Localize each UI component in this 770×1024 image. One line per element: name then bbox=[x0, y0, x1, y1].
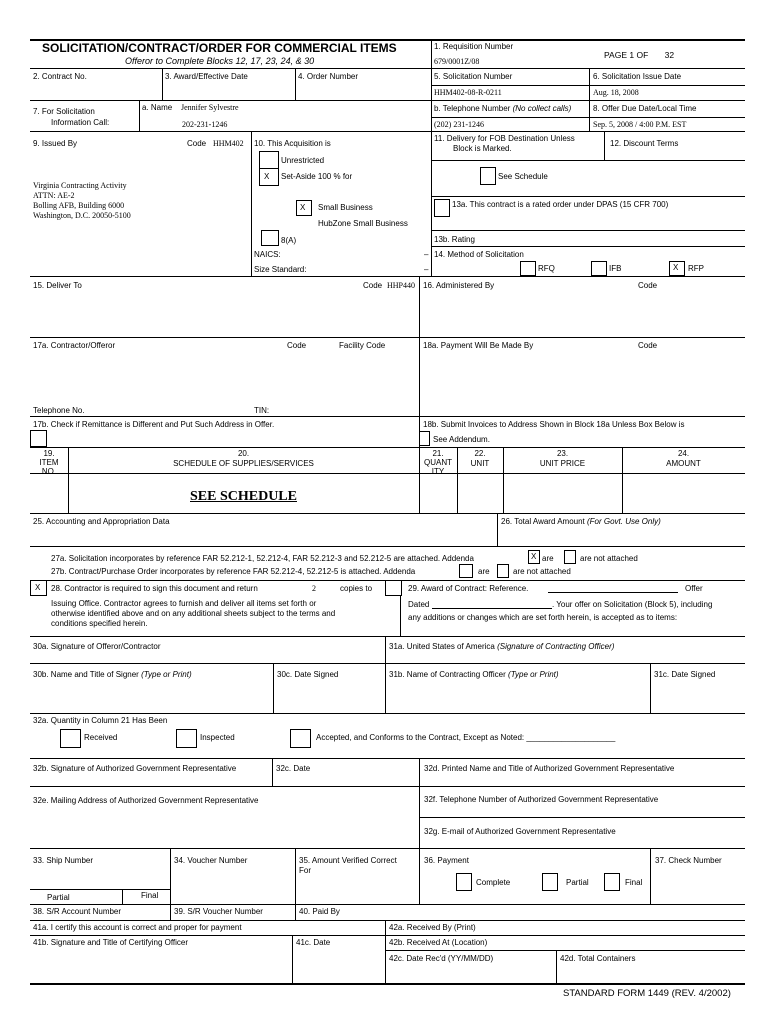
27a-text: 27a. Solicitation incorporates by reference FAR 52.212-1, 52.212-4, FAR 52.212-3 and 52.212-5 are attached. Addenda bbox=[51, 554, 474, 563]
ship-partial-label: Partial bbox=[47, 893, 70, 902]
27b-are-checkbox[interactable] bbox=[459, 564, 473, 578]
29-dated: Dated bbox=[408, 600, 430, 609]
32g-label: 32g. E-mail of Authorized Government Representative bbox=[424, 827, 616, 836]
sr-account-label: 38. S/R Account Number bbox=[33, 907, 122, 916]
solicitation-number: HHM402-08-R-0211 bbox=[434, 88, 502, 97]
divider bbox=[431, 39, 432, 276]
req-value: 679/0001Z/08 bbox=[434, 57, 480, 66]
rule bbox=[30, 100, 745, 101]
ship-number-label: 33. Ship Number bbox=[33, 856, 94, 865]
27b-text: 27b. Contract/Purchase Order incorporates by reference FAR 52.212-4, 52.212-5 is attached. Addenda bbox=[51, 567, 416, 576]
31c-label: 31c. Date Signed bbox=[654, 670, 716, 679]
divider bbox=[295, 848, 296, 920]
col-item-header: 19. ITEM NO. bbox=[39, 449, 59, 476]
32f-label: 32f. Telephone Number of Authorized Government Representative bbox=[424, 795, 659, 804]
divider bbox=[292, 935, 293, 983]
addendum-checkbox[interactable] bbox=[419, 431, 430, 446]
issued-by-code-label: Code bbox=[187, 139, 207, 148]
rule bbox=[431, 85, 745, 86]
inspected-checkbox[interactable] bbox=[176, 729, 197, 748]
deliver-to-label: 15. Deliver To bbox=[33, 281, 82, 290]
32d-label: 32d. Printed Name and Title of Authorized Government Representative bbox=[424, 764, 675, 773]
rule bbox=[30, 131, 745, 132]
acquisition-label: 10. This Acquisition is bbox=[254, 139, 331, 148]
offer-due-date: Sep. 5, 2008 / 4:00 P.M. EST bbox=[593, 120, 687, 129]
divider bbox=[419, 758, 420, 848]
voucher-number-label: 34. Voucher Number bbox=[174, 856, 248, 865]
divider bbox=[419, 848, 420, 904]
fob-label: 11. Delivery for FOB Destination Unless bbox=[434, 134, 575, 143]
order-number-label: 4. Order Number bbox=[298, 72, 359, 81]
ifb-label: IFB bbox=[609, 264, 622, 273]
contact-phone: 202-231-1246 bbox=[182, 120, 228, 129]
facility-code-label: Facility Code bbox=[339, 341, 386, 350]
unrestricted-checkbox[interactable] bbox=[259, 151, 279, 169]
ifb-checkbox[interactable] bbox=[591, 261, 607, 276]
see-schedule-text: SEE SCHEDULE bbox=[190, 489, 297, 504]
col-schedule-header: 20. SCHEDULE OF SUPPLIES/SERVICES bbox=[173, 449, 314, 468]
divider bbox=[385, 636, 386, 713]
8a-checkbox[interactable] bbox=[261, 230, 279, 246]
contract-no-label: 2. Contract No. bbox=[33, 72, 87, 81]
issuer-address-line2: ATTN: AE-2 bbox=[33, 191, 75, 200]
29-dated-line bbox=[432, 608, 552, 609]
see-addendum-label: See Addendum. bbox=[433, 435, 490, 444]
32a-label: 32a. Quantity in Column 21 Has Been bbox=[33, 716, 168, 725]
divider bbox=[170, 848, 171, 920]
issuer-address-line4: Washington, D.C. 20050-5100 bbox=[33, 211, 131, 220]
form-number: STANDARD FORM 1449 (REV. 4/2002) bbox=[563, 988, 731, 999]
rule bbox=[431, 230, 745, 231]
divider bbox=[251, 131, 252, 276]
remittance-label: 17b. Check if Remittance is Different and Put Such Address in Offer. bbox=[33, 420, 275, 429]
42a-label: 42a. Received By (Print) bbox=[389, 923, 476, 932]
27b-are-label: are bbox=[478, 567, 490, 576]
received-label: Received bbox=[84, 733, 118, 742]
29-text2: . Your offer on Solicitation (Block 5), including bbox=[552, 600, 713, 609]
27b-not-label: are not attached bbox=[513, 567, 571, 576]
29-checkbox[interactable] bbox=[385, 580, 402, 596]
payment-complete-label: Complete bbox=[476, 878, 511, 887]
divider bbox=[589, 68, 590, 131]
rfq-checkbox[interactable] bbox=[520, 261, 536, 276]
divider bbox=[273, 663, 274, 713]
tin-label: TIN: bbox=[254, 406, 270, 415]
divider bbox=[385, 920, 386, 983]
payment-label: 36. Payment bbox=[424, 856, 469, 865]
sr-voucher-label: 39. S/R Voucher Number bbox=[174, 907, 263, 916]
41b-label: 41b. Signature and Title of Certifying Officer bbox=[33, 938, 189, 947]
28-text: 28. Contractor is required to sign this document and return bbox=[51, 584, 258, 593]
req-label: 1. Requisition Number bbox=[434, 42, 514, 51]
rule bbox=[431, 160, 745, 161]
contractor-code-label: Code bbox=[287, 341, 307, 350]
rule bbox=[30, 513, 745, 514]
col-quantity-header: 21. QUANT ITY bbox=[424, 449, 452, 476]
27a-are-checkbox[interactable]: X bbox=[528, 550, 540, 564]
paid-by-label: 40. Paid By bbox=[299, 907, 340, 916]
accepted-checkbox[interactable] bbox=[290, 729, 311, 748]
rule bbox=[30, 68, 745, 69]
set-aside-checkbox[interactable]: X bbox=[259, 168, 279, 186]
contact-name-label: a. Name bbox=[142, 103, 173, 112]
ship-final-label: Final bbox=[141, 891, 159, 900]
issue-date: Aug. 18, 2008 bbox=[593, 88, 639, 97]
total-award-label: 26. Total Award Amount (For Govt. Use Only) bbox=[501, 517, 661, 526]
27a-not-checkbox[interactable] bbox=[564, 550, 576, 564]
30c-label: 30c. Date Signed bbox=[277, 670, 339, 679]
page-indicator: PAGE 1 OF 32 bbox=[604, 50, 675, 60]
30b-label: 30b. Name and Title of Signer (Type or Print) bbox=[33, 670, 192, 679]
divider bbox=[604, 131, 605, 160]
issued-by-code: HHM402 bbox=[213, 139, 244, 148]
rfq-label: RFQ bbox=[538, 264, 555, 273]
32e-label: 32e. Mailing Address of Authorized Government Representative bbox=[33, 796, 259, 805]
dash-mark: – bbox=[424, 265, 429, 274]
method-label: 14. Method of Solicitation bbox=[434, 250, 524, 259]
received-checkbox[interactable] bbox=[60, 729, 81, 748]
rule bbox=[30, 786, 745, 787]
rule bbox=[30, 663, 745, 664]
dash-mark: – bbox=[424, 250, 429, 259]
unrestricted-label: Unrestricted bbox=[281, 156, 325, 165]
hubzone-label: HubZone Small Business bbox=[318, 219, 408, 228]
29-underline bbox=[548, 592, 678, 593]
discount-terms-label: 12. Discount Terms bbox=[610, 139, 679, 148]
dpas-checkbox[interactable] bbox=[434, 199, 450, 217]
rule bbox=[30, 904, 745, 905]
set-aside-label: Set-Aside 100 % for bbox=[281, 172, 353, 181]
telephone-label: b. Telephone Number (No collect calls) bbox=[434, 104, 572, 113]
payment-by-label: 18a. Payment Will Be Made By bbox=[423, 341, 534, 350]
28-checkbox[interactable]: X bbox=[30, 580, 47, 596]
28-text4: conditions specified herein. bbox=[51, 619, 148, 628]
deliver-code-label: Code bbox=[363, 281, 383, 290]
payment-final-checkbox[interactable] bbox=[604, 873, 620, 891]
amount-verified-label2: For bbox=[299, 866, 311, 875]
divider bbox=[272, 758, 273, 786]
submit-invoices-label: 18b. Submit Invoices to Address Shown in Block 18a Unless Box Below is bbox=[423, 420, 685, 429]
rule bbox=[431, 117, 745, 118]
rfp-label: RFP bbox=[688, 264, 704, 273]
rfp-checkbox[interactable]: X bbox=[669, 261, 685, 276]
rule bbox=[385, 950, 745, 951]
payment-partial-label: Partial bbox=[566, 878, 589, 887]
8a-label: 8(A) bbox=[281, 236, 297, 245]
32c-label: 32c. Date bbox=[276, 764, 311, 773]
divider bbox=[497, 513, 498, 546]
telephone-no-label: Telephone No. bbox=[33, 406, 85, 415]
41a-label: 41a. I certify this account is correct and proper for payment bbox=[33, 923, 242, 932]
rule bbox=[431, 246, 745, 247]
divider bbox=[295, 68, 296, 100]
31b-label: 31b. Name of Contracting Officer (Type or Print) bbox=[389, 670, 559, 679]
rule bbox=[30, 920, 745, 921]
rule bbox=[30, 416, 745, 417]
28-text3: otherwise identified above and on any additional sheets subject to the terms and bbox=[51, 609, 336, 618]
administered-by-label: 16. Administered By bbox=[423, 281, 495, 290]
small-business-label: Small Business bbox=[318, 203, 373, 212]
rule bbox=[30, 889, 170, 890]
28-copies-label: copies to bbox=[340, 584, 373, 593]
divider bbox=[139, 100, 140, 131]
contact-name: Jennifer Sylvestre bbox=[181, 103, 239, 112]
29-offer: Offer bbox=[685, 584, 703, 593]
rule bbox=[30, 337, 745, 338]
telephone-number: (202) 231-1246 bbox=[434, 120, 484, 129]
divider bbox=[122, 889, 123, 904]
rule bbox=[30, 546, 745, 547]
rule bbox=[431, 196, 745, 197]
fob-label2: Block is Marked. bbox=[453, 144, 512, 153]
27b-not-checkbox[interactable] bbox=[497, 564, 509, 578]
bottom-border bbox=[30, 983, 745, 985]
divider bbox=[162, 68, 163, 100]
divider bbox=[556, 950, 557, 983]
payment-complete-checkbox[interactable] bbox=[456, 873, 472, 891]
rule bbox=[30, 447, 745, 448]
small-business-checkbox[interactable]: X bbox=[296, 200, 312, 216]
form-title: SOLICITATION/CONTRACT/ORDER FOR COMMERCIAL ITEMS bbox=[42, 41, 397, 55]
check-number-label: 37. Check Number bbox=[655, 856, 722, 865]
payment-code-label: Code bbox=[638, 341, 658, 350]
issue-date-label: 6. Solicitation Issue Date bbox=[593, 72, 682, 81]
rule bbox=[30, 713, 745, 714]
rating-label: 13b. Rating bbox=[434, 235, 475, 244]
deliver-code: HHP440 bbox=[387, 281, 416, 290]
rule bbox=[30, 935, 745, 936]
naics-label: NAICS: bbox=[254, 250, 281, 259]
28-text2: Issuing Office. Contractor agrees to furnish and deliver all items set forth or bbox=[51, 599, 317, 608]
29-text3: any additions or changes which are set forth herein, is accepted as to items: bbox=[408, 613, 678, 622]
solicitation-number-label: 5. Solicitation Number bbox=[434, 72, 513, 81]
form-subtitle: Offeror to Complete Blocks 12, 17, 23, 24, & 30 bbox=[125, 56, 315, 66]
rule bbox=[30, 758, 745, 759]
issuer-address-line1: Virginia Contracting Activity bbox=[33, 181, 127, 190]
payment-final-label: Final bbox=[625, 878, 643, 887]
administered-code-label: Code bbox=[638, 281, 658, 290]
42b-label: 42b. Received At (Location) bbox=[389, 938, 488, 947]
col-unit-price-header: 23. UNIT PRICE bbox=[539, 449, 586, 468]
42d-label: 42d. Total Containers bbox=[560, 954, 636, 963]
accepted-label: Accepted, and Conforms to the Contract, Except as Noted: ____________________ bbox=[316, 733, 616, 742]
award-date-label: 3. Award/Effective Date bbox=[165, 72, 248, 81]
divider bbox=[650, 663, 651, 713]
30a-label: 30a. Signature of Offeror/Contractor bbox=[33, 642, 161, 651]
see-schedule-label: See Schedule bbox=[498, 172, 548, 181]
divider bbox=[419, 276, 420, 447]
payment-partial-checkbox[interactable] bbox=[542, 873, 558, 891]
divider bbox=[650, 848, 651, 904]
col-amount-header: 24. AMOUNT bbox=[666, 449, 701, 468]
rule bbox=[419, 817, 745, 818]
rule bbox=[30, 848, 745, 849]
see-schedule-checkbox[interactable] bbox=[480, 167, 496, 185]
rule bbox=[30, 636, 745, 637]
dpas-label: 13a. This contract is a rated order under DPAS (15 CFR 700) bbox=[452, 200, 669, 209]
29-text: 29. Award of Contract: Reference. bbox=[408, 584, 529, 593]
solicitation-info-label: 7. For Solicitation bbox=[33, 107, 95, 116]
offer-due-label: 8. Offer Due Date/Local Time bbox=[593, 104, 697, 113]
rule bbox=[30, 276, 745, 277]
col-unit-header: 22. UNIT bbox=[470, 449, 490, 468]
contractor-label: 17a. Contractor/Offeror bbox=[33, 341, 116, 350]
32b-label: 32b. Signature of Authorized Government Representative bbox=[33, 764, 237, 773]
issued-by-label: 9. Issued By bbox=[33, 139, 78, 148]
solicitation-info-label2: Information Call: bbox=[51, 118, 110, 127]
41c-label: 41c. Date bbox=[296, 938, 331, 947]
27a-are-label: are bbox=[542, 554, 554, 563]
27a-not-label: are not attached bbox=[580, 554, 638, 563]
remittance-checkbox[interactable] bbox=[30, 430, 47, 447]
accounting-label: 25. Accounting and Appropriation Data bbox=[33, 517, 170, 526]
issuer-address-line3: Bolling AFB, Building 6000 bbox=[33, 201, 125, 210]
31a-label: 31a. United States of America (Signature of Contracting Officer) bbox=[389, 642, 615, 651]
amount-verified-label: 35. Amount Verified Correct bbox=[299, 856, 397, 865]
size-standard-label: Size Standard: bbox=[254, 265, 307, 274]
28-copies: 2 bbox=[312, 584, 316, 593]
inspected-label: Inspected bbox=[200, 733, 235, 742]
42c-label: 42c. Date Rec'd (YY/MM/DD) bbox=[389, 954, 494, 963]
rule bbox=[30, 473, 745, 474]
